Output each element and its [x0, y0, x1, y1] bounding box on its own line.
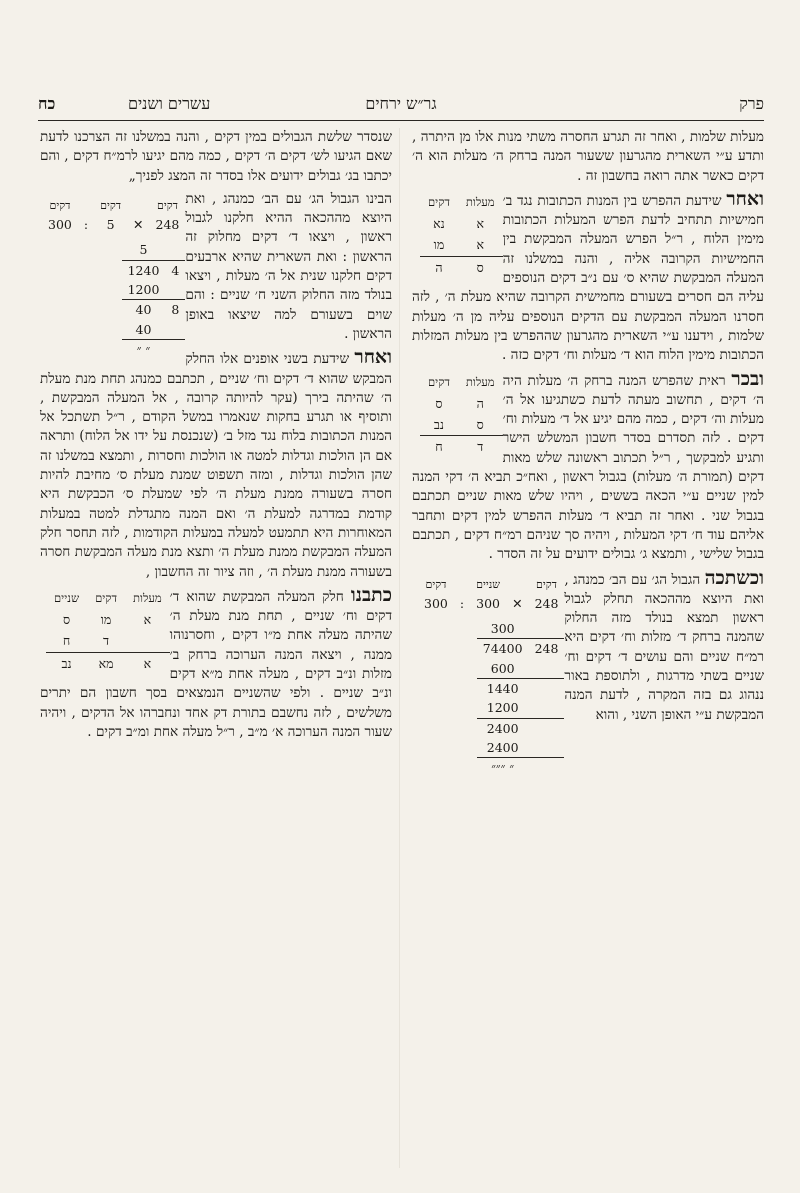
calc-line: 40 [135, 321, 152, 337]
sum-cell: א [476, 216, 484, 232]
sum-header: מעלות [465, 194, 495, 209]
calc-line: 5 [139, 242, 148, 258]
left-column [40, 128, 392, 746]
sum-cell: ס [476, 417, 484, 433]
header-chapter: פרק [739, 94, 764, 113]
calc-label: דקים [425, 577, 447, 591]
paragraph: הבינו הגבול הג׳ עם הב׳ כמנהג , ואת היוצא מההכאה ההיא חלקנו לגבול ראשון , ויצאו ד׳ דקים מחלוק זה הראשון : ואת השארית שהיא ארבעים דקים חלקנו שנית אל ה׳ מעלות , ויצאו בנולד מזה החלוק השני ח׳ שניים : והם שוים בשעורם למה שיצאו באופן הראשון . [185, 190, 392, 342]
sum-total: מא [87, 652, 125, 674]
sum-cell: א [143, 612, 152, 628]
sum-table-2 [420, 372, 503, 458]
calc-figure-right [418, 573, 564, 784]
calc-line: 74400 [477, 639, 529, 659]
sum-cell: א [476, 237, 484, 253]
calc-term: ✕ [512, 595, 523, 611]
paragraph: שנסדר שלשת הגבולים במין דקים , והנה במשלנו זה הצרכנו לדעת שאם הגיעו לש׳ דקים ה׳ דקים , כמה מהם יגיעו לרמ״ח דקים , והם יכתבו בג׳ גבולים ידועים אלו בסדר זה המצג לפניך„ [40, 129, 392, 184]
calc-line: 600 [490, 660, 515, 676]
sum-cell: ס [62, 612, 71, 628]
sum-total: ח [420, 436, 458, 458]
calc-steps [477, 619, 565, 777]
calc-quotient: 4 [165, 260, 185, 280]
sum-table-3 [46, 588, 170, 674]
sum-cell [125, 630, 170, 652]
sum-cell: ה [476, 395, 484, 411]
sum-header: דקים [428, 374, 450, 389]
paragraph: ראית שהפרש המנה ברחק ה׳ מעלות היה ה׳ דקים , תחשוב מעתה לדעת כשתגיעו אל ה׳ מעלות וה׳ דקים , כמה מהם יגיע אל ד׳ מעלות וח׳ דקים . לזה תסדרם בסדר חשבון המשלש הישר ותגיע למבקשך , ר״ל תכתוב ראשונה שלש מאות דקים (תמורת ה׳ מעלות) בגבול ראשון , ואח״כ תביא ה׳ דקי המנה למין שניים ע״י הכאה בששים , ויהיו שלש מאות שניים תכתבם בגבול שני . ואחר זה תביא ד׳ מעלות ההפרש למין דקים ותחבר אליהם עוד ח׳ דקי המעלות , ויהיה סך שניהם רמ״ח דקים , תכתבם בגבול שלישי , ותמצא ג׳ גבולים ידועים על זה הסדר . [412, 372, 764, 563]
calc-figure-left [42, 194, 185, 365]
calc-label: דקים [49, 198, 71, 212]
lead-word: ובכר [731, 367, 764, 390]
sum-total: נב [46, 652, 87, 674]
calc-label: דקים [536, 577, 557, 591]
sum-header: מעלות [132, 590, 162, 605]
header-page-number: כח [38, 94, 56, 113]
calc-term: 248 [534, 595, 559, 611]
sum-cell: ח [62, 633, 71, 649]
calc-term: 300 [476, 595, 500, 611]
sum-cell: ד [103, 633, 110, 649]
calc-header [418, 575, 564, 614]
lead-word: ואחר [354, 346, 392, 369]
calc-term: : [83, 217, 89, 233]
sum-total: ה [420, 256, 458, 278]
sum-total: א [125, 652, 170, 674]
lead-word: כתבנו [350, 583, 392, 606]
sum-total: ד [458, 436, 503, 458]
calc-line: 1440 [477, 679, 529, 699]
sum-cell: מו [100, 612, 112, 628]
lead-word: ואחר [726, 187, 764, 210]
calc-note: ״ ״״״ [477, 758, 529, 778]
calc-header [42, 196, 185, 235]
calc-term: ✕ [133, 217, 144, 233]
calc-line: 1240 [122, 260, 166, 280]
paragraph: שידעת בשני אופנים אלו החלק המבקש שהוא ד׳ דקים וח׳ שניים , תכתבם כמנהג תחת מנת מעלת ה׳ שהיתה בירך (עקר להיותה קרובה , אל המעלה המבקשת , ותוסיף או תגרע בחקות שנאמרו במשל הקודם , ר״ל תשתכל אל המנות הכתובות בלוח נגד מזל ב׳ (שנכנסת על ידו אל הלוח) ותראה אם הן הולכות וגדלות למטה או הולכות וחסרות , ותמצא במשלנו זה שהן הולכות וגדלות , ומזה תשפוט שמנת מעלת ס׳ מחיבת להיות חסרה בשעורה ממנת מעלת ה׳ לפי שמעלת ס׳ הכבקשת היא קודמת במדרגה למעלת ה׳ ואם המנה מתגדלת למטה במעלות המאוחרות היא תתמעט למעלה במעלות הקודמות , לזה תחסר חלק המעלה המבקשת ממנת מעלת ה׳ ותצא מנת מעלה המבקשת חסרה בשעורה ממנת מעלת ה׳ , וזה ציור זה החשבון , [40, 351, 392, 580]
sum-table-1 [420, 192, 503, 278]
calc-quotient: 248 [529, 639, 565, 659]
sum-header: דקים [428, 194, 450, 209]
sum-cell: נב [433, 417, 444, 433]
calc-quotient: 8 [165, 300, 185, 320]
lead-word: וכשתכה [704, 566, 764, 589]
calc-term: : [459, 595, 465, 611]
calc-line: 2400 [486, 739, 519, 755]
calc-steps [122, 240, 186, 359]
sum-cell: ס [435, 395, 443, 411]
sum-total: ס [458, 256, 503, 278]
calc-note: ״ ״ [122, 339, 166, 359]
running-header [38, 94, 764, 121]
paragraph: מעלות שלמות , ואחר זה תגרע החסרה משתי מנות אלו מן היתרה , ותדע ע״י השארית מהגרעון ששעור המנה ברחק ה׳ מעלות הוא ה׳ דקים כאשר אתה רואה בחשבון זה . [412, 129, 764, 184]
paragraph: חלק המעלה המבקשת שהוא ד׳ דקים וח׳ שניים , תחת מנת מעלת ה׳ שהיתה מעלה אחת מ״ו דקים , וחסרנוהו ממנה , ויצאה המנה הערוכה ברחק ב׳ מזלות ונ״ב דקים , מעלה אחת מ״א דקים ונ״ב שניים . ולפי שהשניים הנמצאים בסך חשבון הם יתרים משלשים , לזה נחשבם בתורת דק אחד ונחברהו אל הדקים , ויהיה שעור המנה הערוכה א׳ מ״ב , ר״ל מעלה אחת ומ״ב דקים . [40, 588, 392, 740]
sum-header: דקים [95, 590, 117, 605]
header-chapter-number: עשרים ושנים [128, 94, 211, 113]
paragraph: שידעת ההפרש בין המנות הכתובות נגד ב׳ חמישיות תתחיב לדעת הפרש המעלות הכתובות מימין הלוח , ר״ל הפרש המעלה המבקשת בין החמישיות הקרובה אליה , והנה במשלנו זה המעלה המבקשת שהיא ס׳ עם נ״ב דקים הנוספים עליה הם חסרים בשעורם מחמישית הקרובה שהיא מעלת ה׳ , לזה חסרנו המעלה המבקשת עם הדקים הנוספים עליה מן ה׳ מעלות שלמות , וידענו ע״י השארית מהגרעון שההפרש בין מעלות המזלות הכתובות מימין הלוח הוא ד׳ מעלות וח׳ דקים כזה . [412, 192, 764, 364]
calc-line: 1200 [486, 700, 519, 716]
sum-cell: מו [433, 237, 445, 253]
calc-line: 1200 [127, 282, 160, 298]
header-title: גר״ש ירחים [365, 94, 437, 113]
calc-label: שניים [476, 577, 501, 591]
calc-line: 300 [490, 621, 515, 637]
column-divider [399, 128, 400, 1168]
calc-line: 40 [122, 300, 166, 320]
calc-term: 248 [155, 217, 180, 233]
calc-term: 5 [106, 217, 115, 233]
calc-term: 300 [48, 217, 72, 233]
calc-label: דקים [100, 198, 122, 212]
sum-header: שניים [54, 590, 80, 605]
paragraph: הגבול הג׳ עם הב׳ כמנהג , ואת היוצא מההכאה תחלק לגבול ראשון תמצא בנולד מזה החלוק שהמנה ברחק ד׳ מזלות וח׳ דקים היא רמ״ח שניים והם עושים ד׳ דקים וח׳ שניים בשתי מדרגות , ולתוספת באור ננהוג גם בזה המקרה , לדעת המנה המבקשת ע״י האופן השני , והוא [564, 571, 764, 723]
sum-header: מעלות [465, 374, 495, 389]
sum-cell: נא [433, 216, 445, 232]
right-column [412, 128, 764, 788]
calc-term: 300 [424, 595, 448, 611]
calc-line: 2400 [477, 718, 529, 738]
calc-label: דקים [156, 198, 178, 212]
